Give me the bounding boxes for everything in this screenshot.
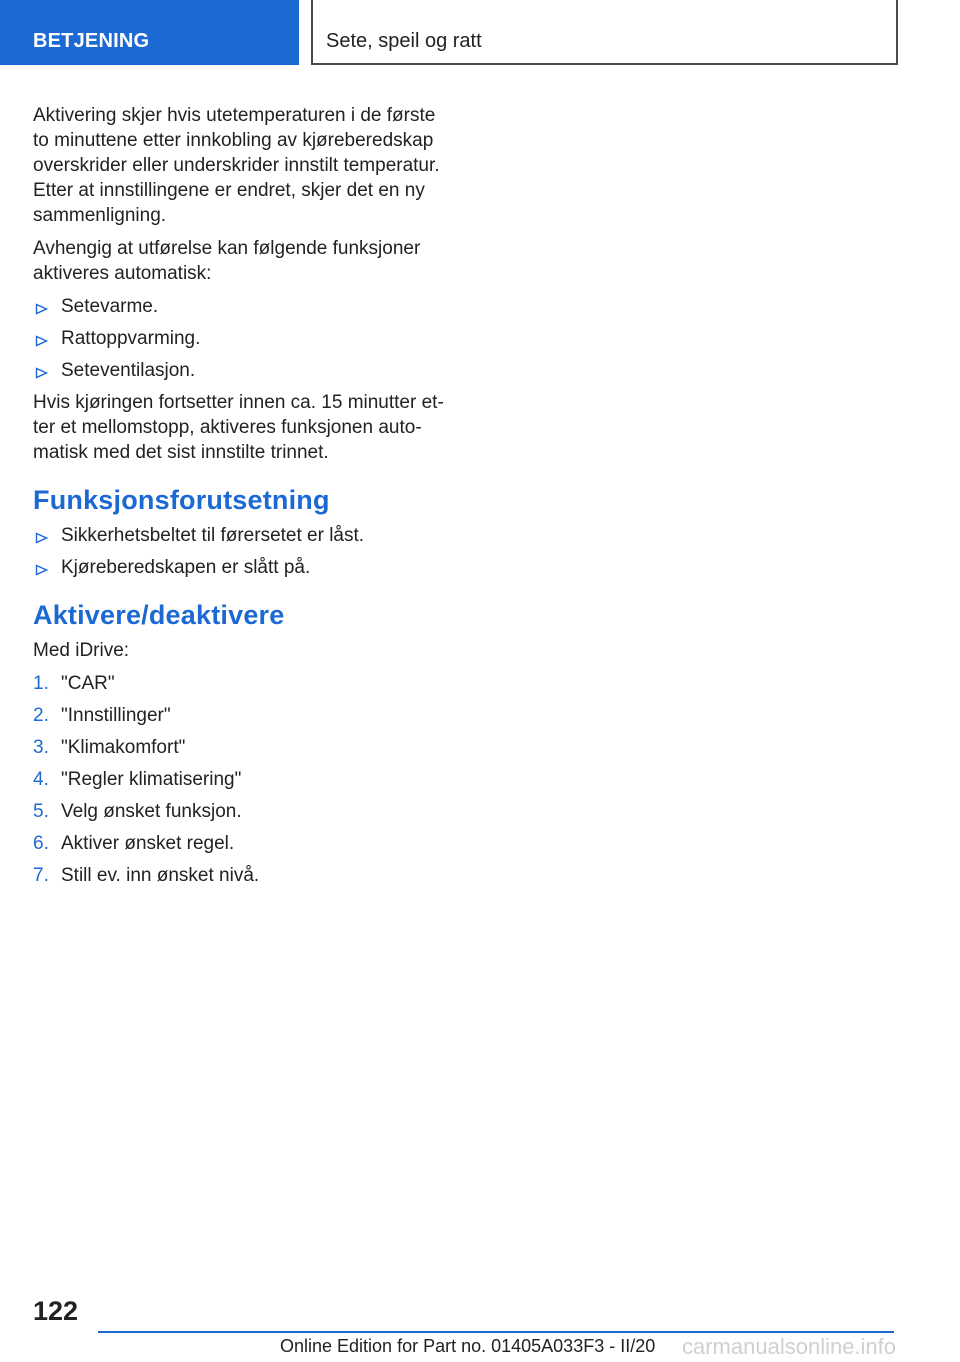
activate-steps-list (33, 671, 453, 888)
triangle-bullet-icon (35, 303, 48, 315)
list-item-text: Setevarme. (61, 296, 159, 317)
list-item-text: Seteventilasjon. (61, 360, 196, 381)
step-number: 4. (33, 769, 49, 790)
auto-functions-list (33, 294, 453, 383)
intro-paragraph-3: Hvis kjøringen fortsetter innen ca. 15 minutter etter et mellomstopp, aktiveres funksjonen automatisk med det sist innstilte trinnet. (33, 392, 444, 463)
heading-activate: Aktivere/deaktivere (33, 600, 285, 630)
triangle-bullet-icon (35, 532, 48, 544)
step-item (33, 799, 453, 824)
section-title: BETJENING (33, 30, 150, 52)
list-item-text: Kjøreberedskapen er slått på. (61, 557, 311, 578)
page-number: 122 (33, 1296, 79, 1326)
chapter-title: Sete, speil og ratt (326, 30, 482, 52)
step-number: 5. (33, 801, 49, 822)
page-content (33, 103, 453, 895)
step-item (33, 831, 453, 856)
step-item (33, 767, 453, 792)
prerequisite-list (33, 523, 453, 580)
list-item (33, 326, 453, 351)
step-number: 1. (33, 673, 49, 694)
heading-prerequisite: Funksjonsforutsetning (33, 485, 330, 515)
step-item (33, 703, 453, 728)
step-text: Velg ønsket funksjon. (61, 801, 242, 822)
list-item (33, 523, 453, 548)
list-item (33, 294, 453, 319)
edition-note: Online Edition for Part no. 01405A033F3 - II/20 (280, 1336, 656, 1356)
watermark: carmanualsonline.info (682, 1334, 897, 1359)
step-text: Aktiver ønsket regel. (61, 833, 235, 854)
section-tab (0, 0, 299, 65)
step-number: 6. (33, 833, 49, 854)
list-item (33, 358, 453, 383)
step-number: 2. (33, 705, 49, 726)
list-item (33, 555, 453, 580)
intro-paragraph-2: Avhengig at utførelse kan følgende funksjoner aktiveres automatisk: (33, 238, 421, 284)
chapter-tab (311, 0, 898, 65)
triangle-bullet-icon (35, 564, 48, 576)
triangle-bullet-icon (35, 367, 48, 379)
step-text: "Innstillinger" (61, 705, 171, 726)
step-text: Still ev. inn ønsket nivå. (61, 865, 260, 886)
step-item (33, 735, 453, 760)
triangle-bullet-icon (35, 335, 48, 347)
intro-paragraph-1: Aktivering skjer hvis utetemperaturen i de første to minuttene etter innkobling av kjøreberedskap overskrider eller underskrider innstilt temperatur. Etter at innstillingene er endret, skjer det en ny sammenligning. (33, 105, 440, 226)
step-text: "Klimakomfort" (61, 737, 186, 758)
footer-divider (98, 1331, 894, 1333)
step-number: 3. (33, 737, 49, 758)
step-text: "Regler klimatisering" (61, 769, 242, 790)
activate-lead: Med iDrive: (33, 640, 130, 661)
step-number: 7. (33, 865, 49, 886)
step-item (33, 863, 453, 888)
list-item-text: Sikkerhetsbeltet til førersetet er låst. (61, 525, 365, 546)
list-item-text: Rattoppvarming. (61, 328, 201, 349)
step-text: "CAR" (61, 673, 115, 694)
step-item (33, 671, 453, 696)
